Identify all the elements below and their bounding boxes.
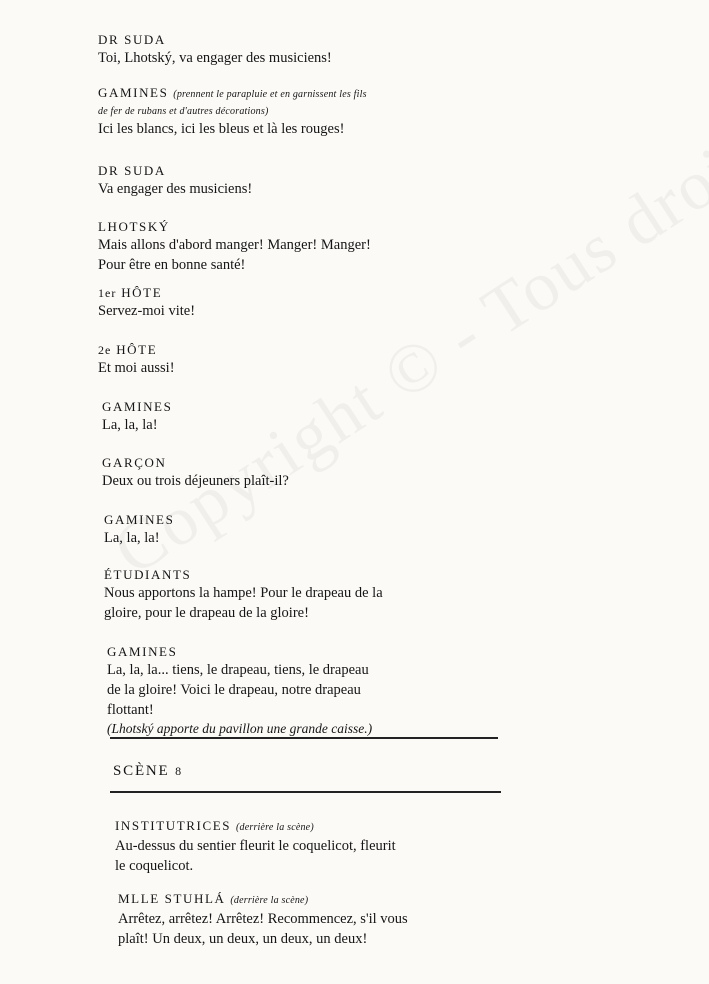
dialogue-line: La, la, la!: [104, 530, 160, 546]
speaker-ordinal: 1er: [98, 286, 117, 300]
dialogue-block: [104, 567, 524, 623]
speaker-line: [98, 85, 518, 103]
speaker-line: [98, 342, 518, 358]
stage-direction: (derrière la scène): [230, 895, 309, 906]
scene-title: SCÈNE: [113, 763, 170, 779]
dialogue-line: Nous apportons la hampe! Pour le drapeau de la: [104, 585, 383, 601]
speaker-name: ÉTUDIANTS: [104, 567, 192, 582]
speaker-name: MLLE STUHLÁ: [118, 891, 226, 906]
dialogue-line: gloire, pour le drapeau de la gloire!: [104, 605, 309, 621]
dialogue-line: Servez-moi vite!: [98, 303, 196, 319]
dialogue-line: La, la, la!: [102, 417, 158, 433]
speaker-name: LHOTSKÝ: [98, 219, 170, 234]
dialogue-line: Et moi aussi!: [98, 360, 175, 376]
speaker-name: GAMINES: [98, 85, 169, 100]
speaker-name: HÔTE: [116, 342, 158, 357]
dialogue-block: [118, 891, 538, 949]
speaker-name: GARÇON: [102, 455, 167, 470]
dialogue-block: [98, 342, 518, 378]
dialogue-line: La, la, la... tiens, le drapeau, tiens, le drapeau: [107, 662, 369, 678]
dialogue-block: [102, 399, 522, 435]
dialogue-line: Au-dessus du sentier fleurit le coquelicot, fleurit: [115, 838, 396, 854]
dialogue-line: le coquelicot.: [115, 858, 194, 874]
speaker-name: INSTITUTRICES: [115, 818, 232, 833]
dialogue-block: [104, 512, 524, 548]
dialogue-line: Arrêtez, arrêtez! Arrêtez! Recommencez, s'il vous: [118, 911, 408, 927]
dialogue-line: Mais allons d'abord manger! Manger! Manger!: [98, 237, 371, 253]
divider-rule: [110, 791, 501, 793]
dialogue-block: [98, 219, 518, 275]
dialogue-line: Deux ou trois déjeuners plaît-il?: [102, 473, 289, 489]
dialogue-line: de la gloire! Voici le drapeau, notre drapeau: [107, 682, 361, 698]
dialogue-block: [115, 818, 535, 876]
speaker-name: GAMINES: [107, 644, 178, 659]
speaker-ordinal: 2e: [98, 343, 112, 357]
speaker-name: DR SUDA: [98, 163, 166, 178]
speaker-line: [98, 285, 518, 301]
scene-number: 8: [175, 764, 182, 778]
stage-direction: (prennent le parapluie et en garnissent les fils: [173, 89, 367, 100]
dialogue-block: [107, 644, 527, 738]
divider-rule: [110, 737, 498, 739]
dialogue-block: [102, 455, 522, 491]
speaker-name: HÔTE: [121, 285, 163, 300]
speaker-name: GAMINES: [102, 399, 173, 414]
dialogue-line: plaît! Un deux, un deux, un deux, un deux!: [118, 931, 368, 947]
dialogue-block: [98, 85, 518, 139]
stage-direction: (Lhotský apporte du pavillon une grande caisse.): [107, 721, 373, 736]
dialogue-line: Toi, Lhotský, va engager des musiciens!: [98, 50, 332, 66]
speaker-line: [115, 818, 535, 836]
dialogue-block: [98, 32, 518, 68]
dialogue-block: [98, 285, 518, 321]
stage-direction: de fer de rubans et d'autres décorations): [98, 106, 269, 117]
scene-heading: [113, 763, 181, 780]
dialogue-line: Va engager des musiciens!: [98, 181, 253, 197]
dialogue-block: [98, 163, 518, 199]
speaker-name: GAMINES: [104, 512, 175, 527]
dialogue-line: flottant!: [107, 702, 154, 718]
dialogue-line: Ici les blancs, ici les bleus et là les rouges!: [98, 121, 345, 137]
speaker-line: [118, 891, 538, 909]
dialogue-line: Pour être en bonne santé!: [98, 257, 246, 273]
speaker-name: DR SUDA: [98, 32, 166, 47]
stage-direction: (derrière la scène): [236, 822, 314, 833]
